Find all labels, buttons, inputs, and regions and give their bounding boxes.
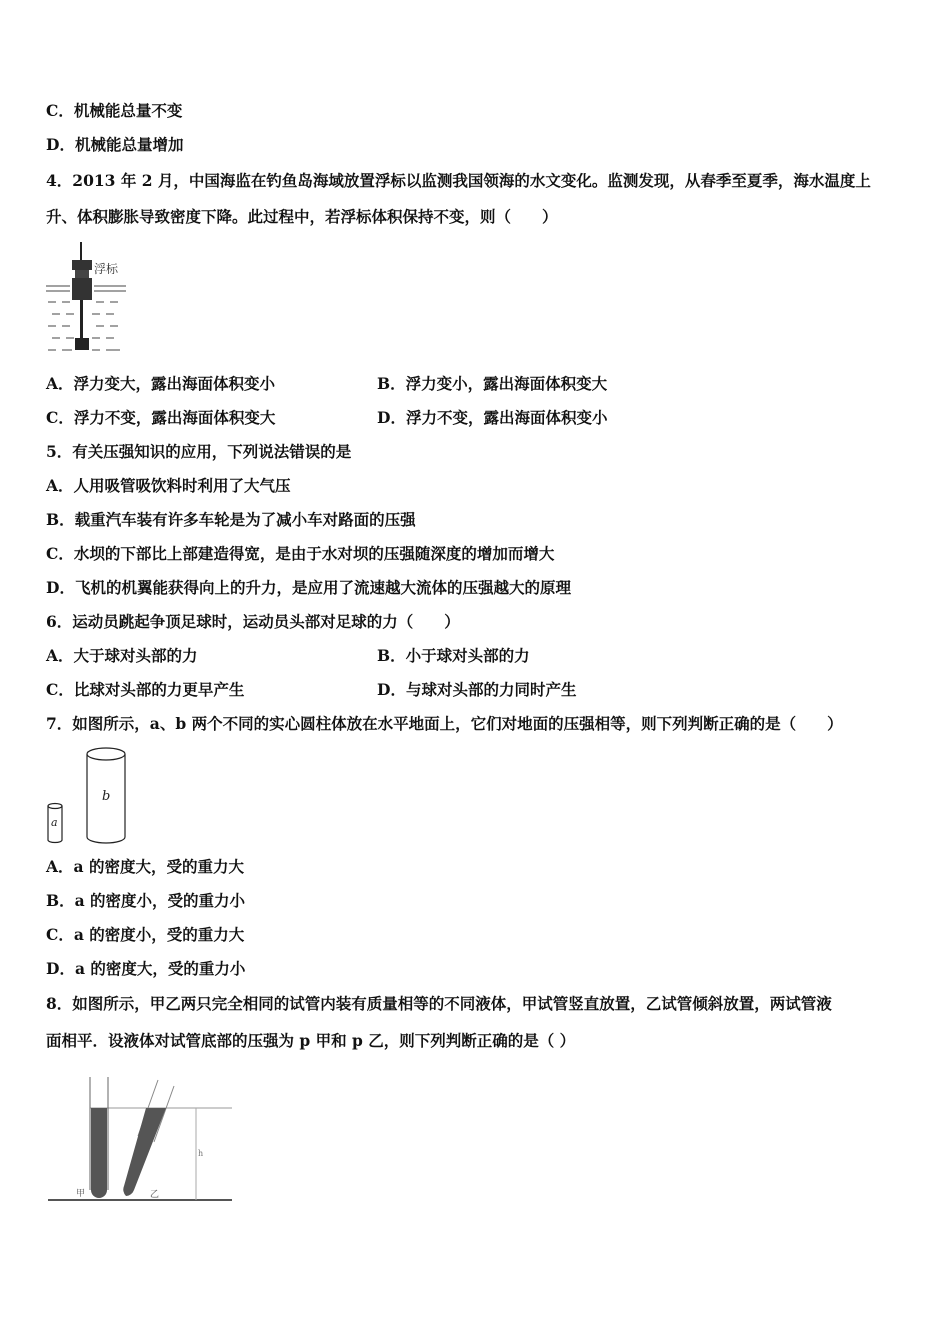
q3-option-d: D．机械能总量增加 xyxy=(46,135,184,154)
q7-option-b: B．a 的密度小，受的重力小 xyxy=(46,891,246,910)
q6-option-a: A．大于球对头部的力 xyxy=(46,646,198,665)
q5-option-d: D．飞机的机翼能获得向上的升力，是应用了流速越大流体的压强越大的原理 xyxy=(46,578,571,597)
q4-stem-line2: 升、体积膨胀导致密度下降。此过程中，若浮标体积保持不变，则（ ） xyxy=(46,207,558,226)
q7-option-d: D．a 的密度大，受的重力小 xyxy=(46,959,246,978)
buoy-figure xyxy=(44,240,128,360)
q6-option-c: C．比球对头部的力更早产生 xyxy=(46,680,245,699)
q3-option-c: C．机械能总量不变 xyxy=(46,101,183,120)
cylinder-a-label: a xyxy=(51,816,58,829)
cylinders-figure xyxy=(40,744,140,848)
height-label: h xyxy=(198,1149,204,1158)
q7-stem: 7．如图所示，a、b 两个不同的实心圆柱体放在水平地面上，它们对地面的压强相等，则下列判断正确的是（ ） xyxy=(46,714,843,733)
q4-option-a: A．浮力变大，露出海面体积变小 xyxy=(46,374,276,393)
q5-option-c: C．水坝的下部比上部建造得宽，是由于水对坝的压强随深度的增加而增大 xyxy=(46,544,555,563)
q6-stem: 6．运动员跳起争顶足球时，运动员头部对足球的力（ ） xyxy=(46,612,460,631)
tube-yi-label: 乙 xyxy=(150,1190,160,1200)
q5-stem: 5．有关压强知识的应用，下列说法错误的是 xyxy=(46,442,352,461)
q4-option-c: C．浮力不变，露出海面体积变大 xyxy=(46,408,276,427)
q5-option-b: B．载重汽车装有许多车轮是为了减小车对路面的压强 xyxy=(46,510,416,529)
q6-option-b: B．小于球对头部的力 xyxy=(377,646,530,665)
q6-option-d: D．与球对头部的力同时产生 xyxy=(377,680,577,699)
test-tubes-figure xyxy=(46,1072,236,1206)
q7-option-c: C．a 的密度小，受的重力大 xyxy=(46,925,245,944)
buoy-label: 浮标 xyxy=(94,262,119,276)
q5-option-a: A．人用吸管吸饮料时利用了大气压 xyxy=(46,476,291,495)
q4-option-d: D．浮力不变，露出海面体积变小 xyxy=(377,408,608,427)
q8-stem-line2: 面相平．设液体对试管底部的压强为 p 甲和 p 乙，则下列判断正确的是（ ） xyxy=(46,1031,576,1050)
q8-stem-line1: 8．如图所示，甲乙两只完全相同的试管内装有质量相等的不同液体，甲试管竖直放置，乙试管倾斜放置，两试管液 xyxy=(46,994,832,1013)
tube-jia-label: 甲 xyxy=(76,1189,86,1199)
q4-stem-line1: 4．2013 年 2 月，中国海监在钓鱼岛海域放置浮标以监测我国领海的水文变化。监测发现，从春季至夏季，海水温度上 xyxy=(46,171,871,190)
q4-option-b: B．浮力变小，露出海面体积变大 xyxy=(377,374,608,393)
cylinder-b-label: b xyxy=(102,789,111,804)
q7-option-a: A．a 的密度大，受的重力大 xyxy=(46,857,244,876)
